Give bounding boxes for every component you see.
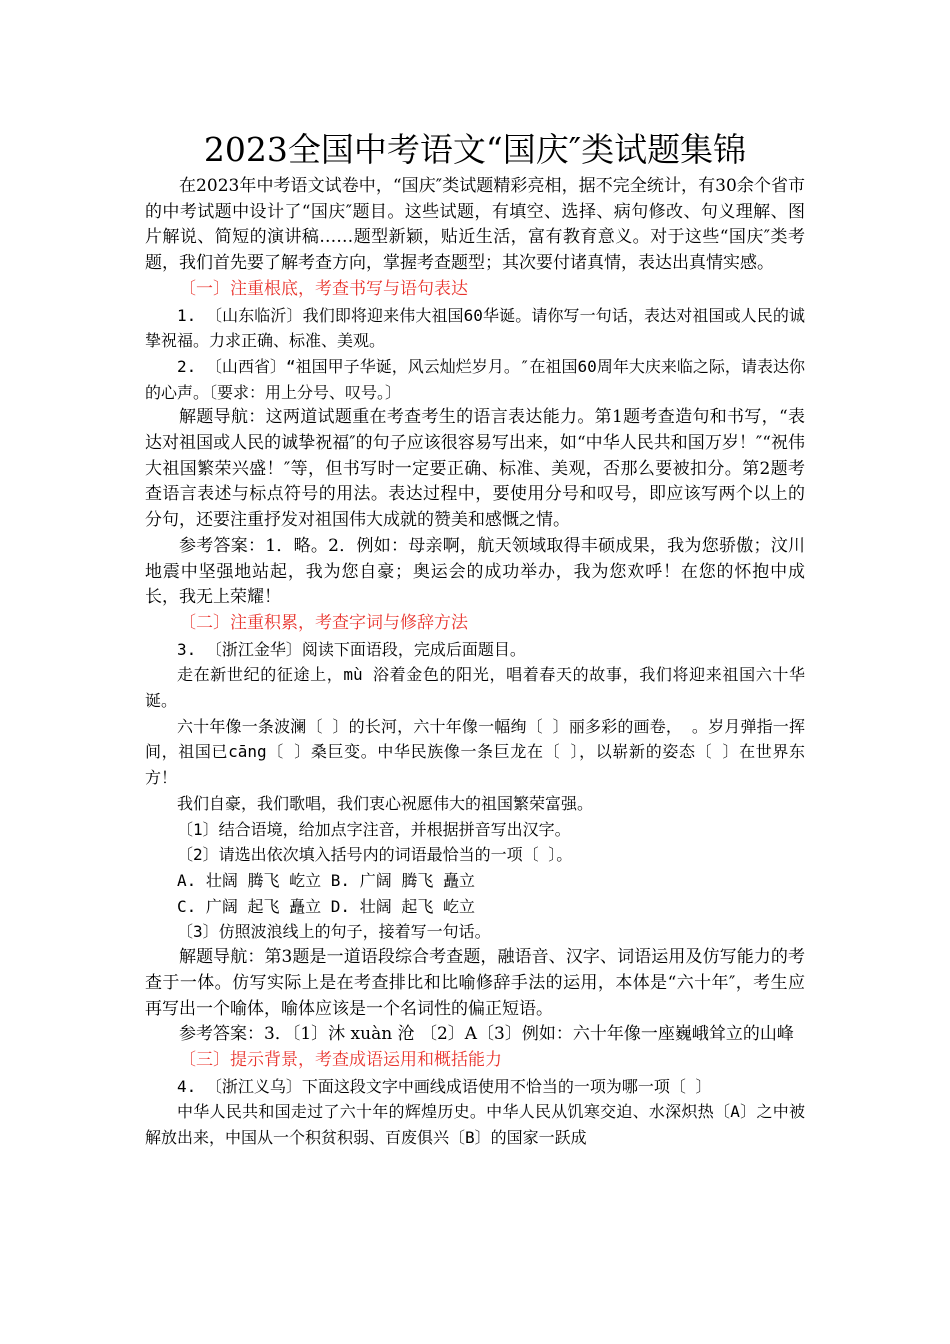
sub-question-3: 〔3〕仿照波浪线上的句子，接着写一句话。 <box>177 922 491 942</box>
guide-paragraph-1: 解题导航：这两道试题重在考查考生的语言表达能力。第1题考查造句和书写，“表达对祖国或人民的诚挚祝福″的句子应该很容易写出来，如“中华人民共和国万岁！″“祝伟大祖国繁荣兴盛！″等，但书写时一定要正确、标准、美观，否那么要被扣分。第2题考查语言表述与标点符号的用法。表达过程中，要使用分号和叹号，即应该写两个以上的分句，还要注重抒发对祖国伟大成就的赞美和感慨之情。 <box>145 407 805 531</box>
passage-paragraph-4: 中华人民共和国走过了六十年的辉煌历史。中华人民从饥寒交迫、水深炽热〔A〕之中被解放出来，中国从一个积贫积弱、百废俱兴〔B〕的国家一跃成 <box>145 1102 805 1148</box>
document-body <box>145 174 805 1151</box>
options-cd: C. 广阔 起飞 矗立 D. 壮阔 起飞 屹立 <box>177 896 475 916</box>
section-heading-2: 〔二〕注重积累，考查字词与修辞方法 <box>179 612 468 633</box>
sub-question-1: 〔1〕结合语境，给加点字注音，并根据拼音写出汉字。 <box>177 819 571 839</box>
answer-paragraph-2: 参考答案：3．〔1〕沐 xuàn 沧 〔2〕A〔3〕例如：六十年像一座巍峨耸立的山峰 <box>179 1024 794 1045</box>
passage-paragraph-3: 我们自豪，我们歌唱，我们衷心祝愿伟大的祖国繁荣富强。 <box>177 793 594 813</box>
passage-paragraph-2: 六十年像一条波澜〔 〕的长河，六十年像一幅绚〔 〕丽多彩的画卷， 。岁月弹指一挥间，祖国已cāng〔 〕桑巨变。中华民族像一条巨龙在〔 〕，以崭新的姿态〔 〕在世界东方！ <box>145 716 805 788</box>
answer-paragraph-1: 参考答案：1．略。2．例如：母亲啊，航天领域取得丰硕成果，我为您骄傲；汶川地震中坚强地站起，我为您自豪；奥运会的成功举办，我为您欢呼！在您的怀抱中成长，我无上荣耀！ <box>145 535 805 608</box>
question-2: 2. 〔山西省〕“祖国甲子华诞，风云灿烂岁月。″在祖国60周年大庆来临之际，请表达你的心声。〔要求：用上分号、叹号。〕 <box>145 356 805 402</box>
sub-question-2: 〔2〕请选出依次填入括号内的词语最恰当的一项〔 〕。 <box>177 845 573 865</box>
intro-paragraph: 在2023年中考语文试卷中，“国庆″类试题精彩亮相，据不完全统计，有30余个省市的中考试题中设计了“国庆″题目。这些试题，有填空、选择、病句修改、句义理解、图片解说、简短的演讲稿……题型新颖，贴近生活，富有教育意义。对于这些“国庆″类考题，我们首先要了解考查方向，掌握考查题型；其次要付诸真情，表达出真情实感。 <box>145 176 805 274</box>
options-ab: A. 壮阔 腾飞 屹立 B. 广阔 腾飞 矗立 <box>177 870 475 890</box>
question-1: 1. 〔山东临沂〕我们即将迎来伟大祖国60华诞。请你写一句话，表达对祖国或人民的诚挚祝福。力求正确、标准、美观。 <box>145 305 805 351</box>
question-3: 3. 〔浙江金华〕阅读下面语段，完成后面题目。 <box>177 639 526 659</box>
section-heading-1: 〔一〕注重根底，考查书写与语句表达 <box>179 278 468 299</box>
passage-paragraph-1: 走在新世纪的征途上，mù 浴着金色的阳光，唱着春天的故事，我们将迎来祖国六十华诞。 <box>145 665 805 711</box>
question-4: 4. 〔浙江义乌〕下面这段文字中画线成语使用不恰当的一项为哪一项〔 〕 <box>177 1076 712 1096</box>
page-title: 2023全国中考语文“国庆″类试题集锦 <box>203 130 747 169</box>
section-heading-3: 〔三〕提示背景，考查成语运用和概括能力 <box>179 1049 502 1070</box>
guide-paragraph-2: 解题导航：第3题是一道语段综合考查题，融语音、汉字、词语运用及仿写能力的考查于一体。仿写实际上是在考查排比和比喻修辞手法的运用，本体是“六十年″，考生应再写出一个喻体，喻体应该是一个名词性的偏正短语。 <box>145 947 805 1019</box>
